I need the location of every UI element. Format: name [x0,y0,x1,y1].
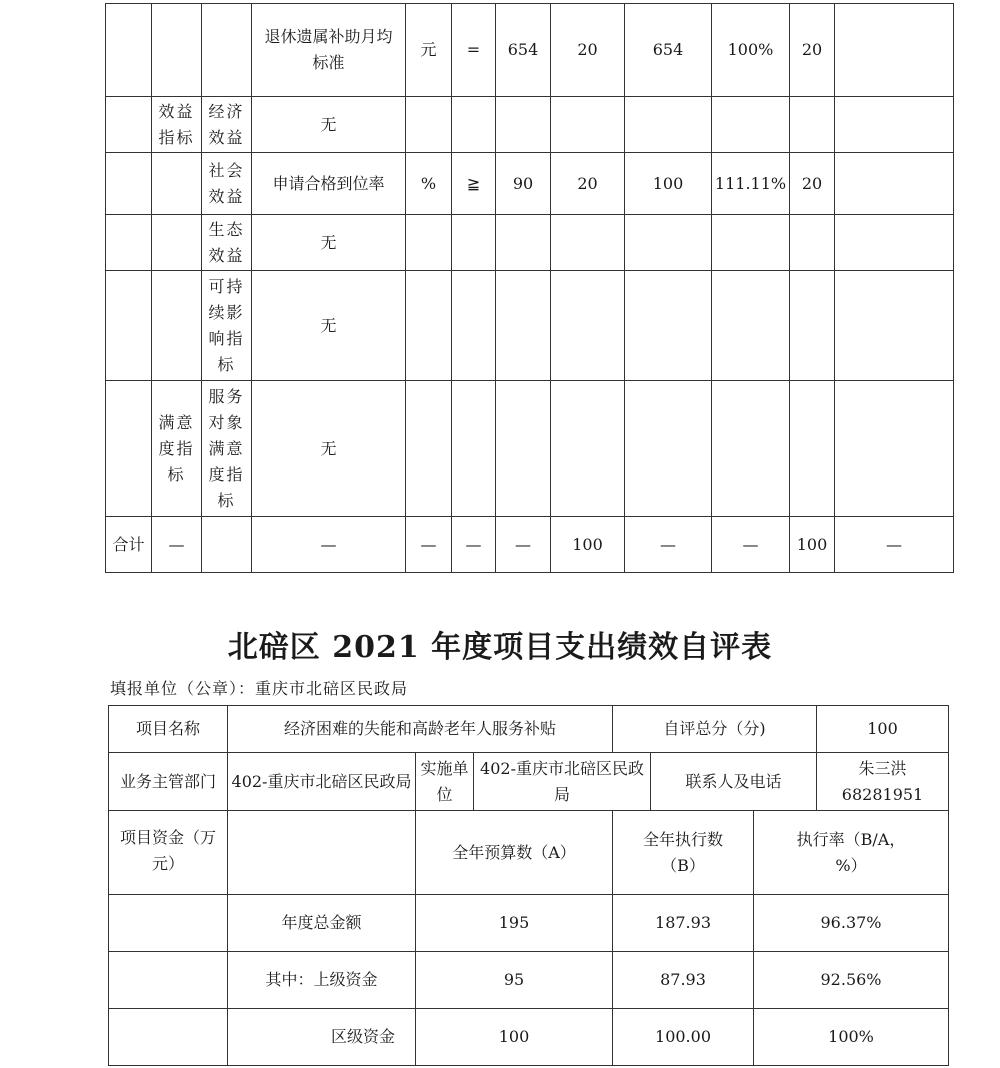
cell-level1 [106,271,152,381]
table-row [106,271,954,381]
table-row [109,811,949,895]
cell-target [496,271,551,381]
cell-level1 [106,97,152,153]
exec-value: 100.00 [613,1009,754,1066]
table-row [109,895,949,952]
cell-level3 [202,4,252,97]
dept-label: 业务主管部门 [109,753,228,811]
cell-operator: = [452,4,496,97]
cell-score [790,97,835,153]
page-title: 北碚区 2021 年度项目支出绩效自评表 [227,630,773,665]
cell-note [835,215,954,271]
cell-actual: 100 [625,153,712,215]
cell-rate [712,271,790,381]
cell-actual: — [625,517,712,573]
rate-header: 执行率（B/A，%） [754,811,949,895]
cell-operator: ≧ [452,153,496,215]
cell-weight: 20 [551,153,625,215]
cell-actual [625,215,712,271]
cell-note: — [835,517,954,573]
cell-score [790,215,835,271]
cell-target [496,215,551,271]
cell-level3: 服务对象满意度指标 [202,381,252,517]
filing-unit: 填报单位（公章）：重庆市北碚区民政局 [110,679,409,698]
cell-level1 [106,215,152,271]
cell-rate: — [712,517,790,573]
empty-cell [109,952,228,1009]
table-row [106,153,954,215]
self-score-label: 自评总分（分) [613,706,817,753]
cell-unit [406,215,452,271]
table-row [109,952,949,1009]
self-score-value: 100 [817,706,949,753]
cell-level3: 社会效益 [202,153,252,215]
exec-value: 187.93 [613,895,754,952]
cell-level3 [202,517,252,573]
table-row [109,1009,949,1066]
budget-value: 195 [416,895,613,952]
indicator-table [105,3,954,573]
cell-level2 [152,4,202,97]
cell-operator [452,271,496,381]
row-label: 其中：上级资金 [228,952,416,1009]
cell-rate [712,97,790,153]
cell-level1 [106,4,152,97]
table-row-total [106,517,954,573]
exec-value: 87.93 [613,952,754,1009]
cell-indicator: — [252,517,406,573]
cell-target [496,381,551,517]
empty-cell [109,895,228,952]
cell-actual: 654 [625,4,712,97]
cell-weight [551,271,625,381]
cell-rate [712,215,790,271]
cell-indicator: 无 [252,381,406,517]
cell-note [835,4,954,97]
table-row [106,215,954,271]
cell-unit [406,97,452,153]
cell-operator [452,97,496,153]
cell-total-label: 合计 [106,517,152,573]
cell-score: 20 [790,4,835,97]
cell-rate: 100% [712,4,790,97]
cell-indicator: 无 [252,97,406,153]
empty-cell [109,1009,228,1066]
empty-cell [228,811,416,895]
cell-unit: — [406,517,452,573]
contact-label: 联系人及电话 [651,753,817,811]
cell-operator [452,381,496,517]
cell-score [790,271,835,381]
cell-indicator: 无 [252,215,406,271]
cell-level2: 满意度指标 [152,381,202,517]
cell-score: 20 [790,153,835,215]
table-row [109,706,949,753]
cell-unit: 元 [406,4,452,97]
budget-value: 95 [416,952,613,1009]
cell-note [835,381,954,517]
rate-value: 96.37% [754,895,949,952]
funds-label: 项目资金（万元） [109,811,228,895]
cell-level1 [106,153,152,215]
cell-level2: 效益指标 [152,97,202,153]
impl-value: 402-重庆市北碚区民政局 [474,753,651,811]
cell-operator [452,215,496,271]
cell-score: 100 [790,517,835,573]
project-name-value: 经济困难的失能和高龄老年人服务补贴 [228,706,613,753]
cell-unit [406,381,452,517]
cell-target [496,97,551,153]
cell-target: 90 [496,153,551,215]
budget-header: 全年预算数（A） [416,811,613,895]
table-row [106,381,954,517]
cell-weight: 100 [551,517,625,573]
impl-label: 实施单位 [416,753,474,811]
cell-weight: 20 [551,4,625,97]
table-row [109,753,949,811]
cell-operator: — [452,517,496,573]
cell-unit: % [406,153,452,215]
rate-value: 100% [754,1009,949,1066]
cell-level2 [152,271,202,381]
cell-actual [625,381,712,517]
project-summary-table [108,705,949,1066]
cell-note [835,97,954,153]
budget-value: 100 [416,1009,613,1066]
cell-level2 [152,153,202,215]
cell-level2: — [152,517,202,573]
dept-value: 402-重庆市北碚区民政局 [228,753,416,811]
table-row [106,4,954,97]
cell-rate [712,381,790,517]
row-label: 年度总金额 [228,895,416,952]
exec-header: 全年执行数（B） [613,811,754,895]
cell-level1 [106,381,152,517]
cell-actual [625,97,712,153]
project-name-label: 项目名称 [109,706,228,753]
cell-unit [406,271,452,381]
cell-level3: 生态效益 [202,215,252,271]
row-label: 区级资金 [228,1009,416,1066]
cell-target: 654 [496,4,551,97]
table-row [106,97,954,153]
cell-indicator: 退休遗属补助月均标准 [252,4,406,97]
cell-score [790,381,835,517]
cell-target: — [496,517,551,573]
cell-weight [551,215,625,271]
cell-level3: 经济效益 [202,97,252,153]
cell-weight [551,381,625,517]
cell-note [835,153,954,215]
cell-indicator: 无 [252,271,406,381]
cell-note [835,271,954,381]
contact-value: 朱三洪 68281951 [817,753,949,811]
cell-indicator: 申请合格到位率 [252,153,406,215]
cell-level2 [152,215,202,271]
cell-rate: 111.11% [712,153,790,215]
cell-level3: 可持续影响指标 [202,271,252,381]
cell-weight [551,97,625,153]
rate-value: 92.56% [754,952,949,1009]
cell-actual [625,271,712,381]
